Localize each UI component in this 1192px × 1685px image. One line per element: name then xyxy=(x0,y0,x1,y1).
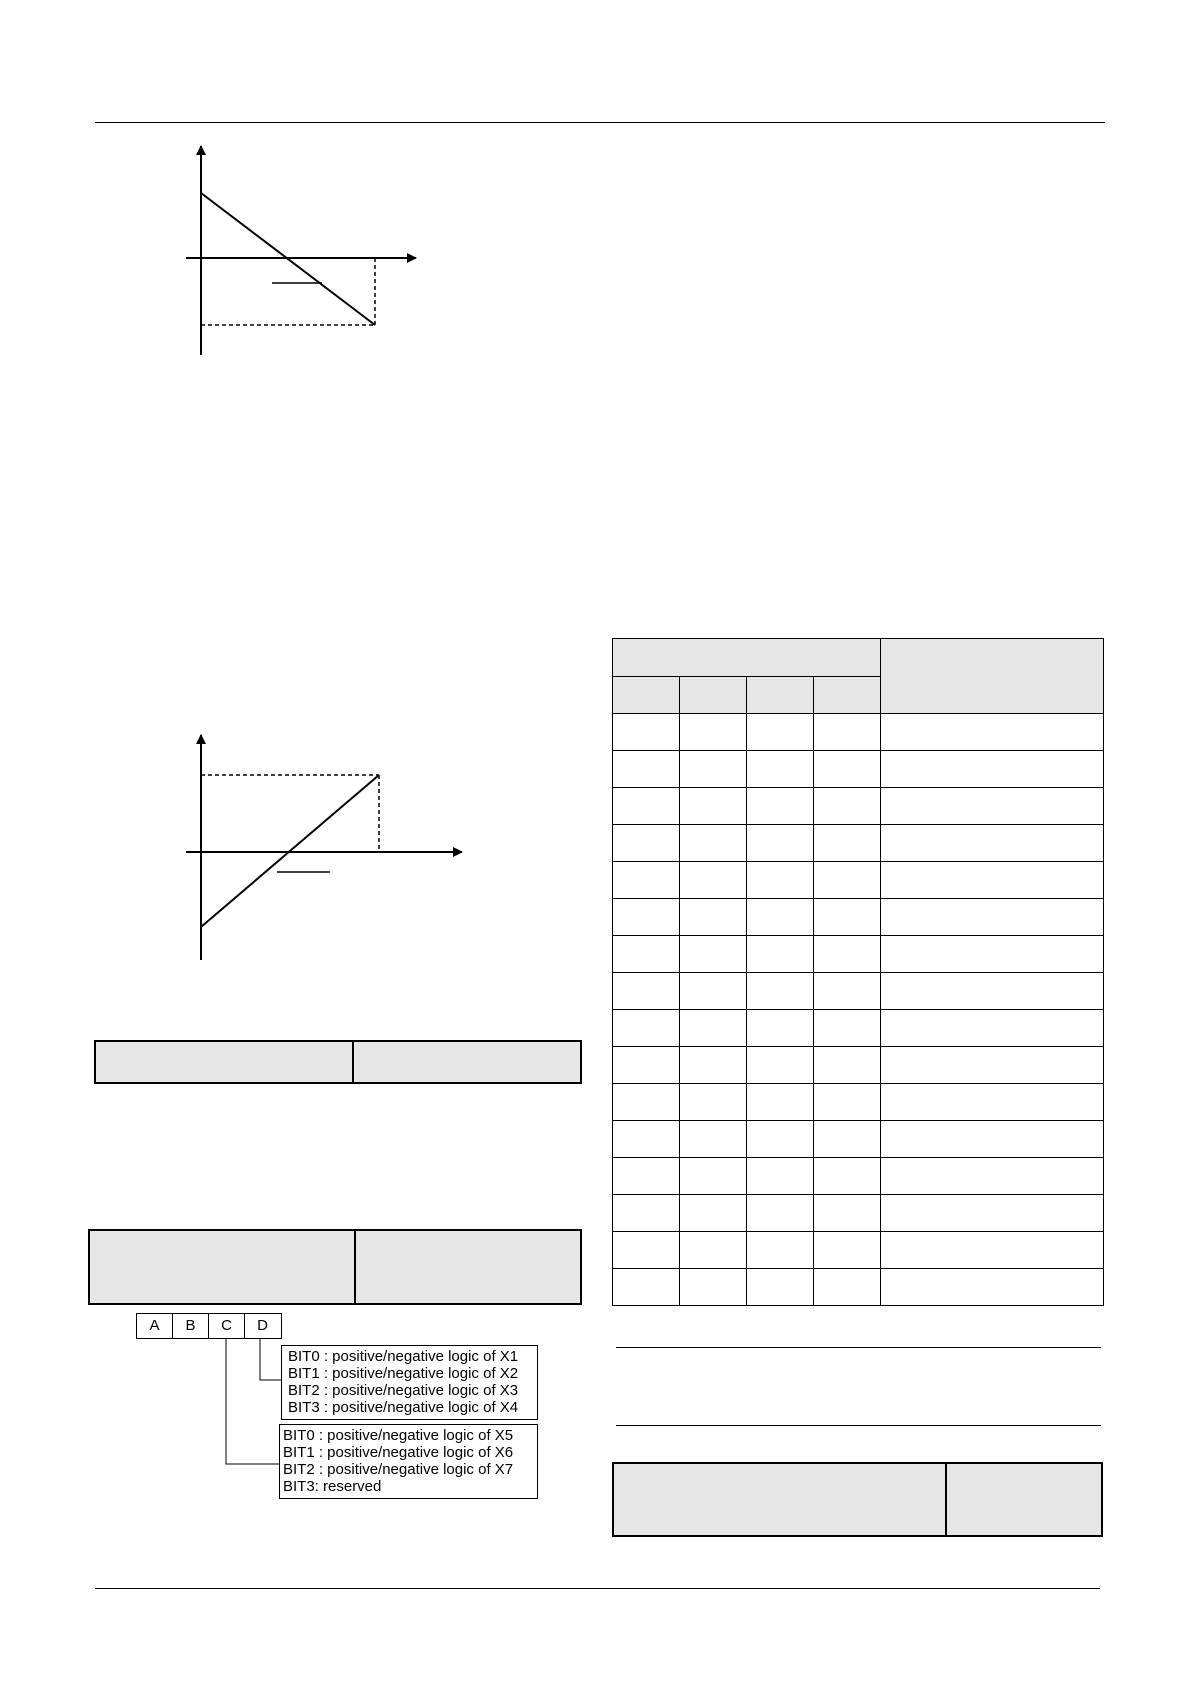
table-cell xyxy=(881,1047,1104,1084)
table-row xyxy=(613,1084,1104,1121)
table-cell xyxy=(814,936,881,973)
table-cell xyxy=(881,1010,1104,1047)
table-row xyxy=(613,1047,1104,1084)
table-cell xyxy=(814,751,881,788)
table-cell xyxy=(613,862,680,899)
table-row xyxy=(613,973,1104,1010)
table-cell xyxy=(613,973,680,1010)
table-cell xyxy=(680,973,747,1010)
table-cell xyxy=(881,1121,1104,1158)
table-row xyxy=(613,1232,1104,1269)
table-row xyxy=(613,788,1104,825)
table-cell xyxy=(814,899,881,936)
table-cell xyxy=(881,973,1104,1010)
table-subheader xyxy=(680,676,747,714)
table-cell xyxy=(814,825,881,862)
bit-c-line-3: BIT3: reserved xyxy=(283,1478,382,1495)
bit-group-c-box xyxy=(279,1424,538,1499)
table-cell xyxy=(881,1269,1104,1306)
table-cell xyxy=(613,1084,680,1121)
table-cell xyxy=(680,714,747,751)
table-cell xyxy=(747,825,814,862)
table-cell xyxy=(680,936,747,973)
table-cell xyxy=(747,1047,814,1084)
parameter-header-box-3 xyxy=(612,1462,1103,1537)
table-cell xyxy=(680,862,747,899)
table-cell xyxy=(613,899,680,936)
table-cell xyxy=(613,1047,680,1084)
letter-a: A xyxy=(137,1314,173,1338)
letter-b: B xyxy=(173,1314,209,1338)
table-row xyxy=(613,862,1104,899)
table-cell xyxy=(881,862,1104,899)
table-cell xyxy=(613,751,680,788)
table-cell xyxy=(814,1010,881,1047)
bit-d-line-3: BIT3 : positive/negative logic of X4 xyxy=(288,1399,519,1416)
table-cell xyxy=(814,1232,881,1269)
bit-d-line-0: BIT0 : positive/negative logic of X1 xyxy=(288,1348,519,1365)
table-cell xyxy=(747,899,814,936)
bit-d-line-1: BIT1 : positive/negative logic of X2 xyxy=(288,1365,519,1382)
table-cell xyxy=(680,1047,747,1084)
table-cell xyxy=(881,825,1104,862)
note-rule-top xyxy=(616,1347,1101,1348)
table-cell xyxy=(680,1010,747,1047)
table-cell xyxy=(613,1195,680,1232)
table-cell xyxy=(881,899,1104,936)
table-row xyxy=(613,714,1104,751)
table-header-result xyxy=(881,639,1104,714)
table-cell xyxy=(613,788,680,825)
bit-c-line-0: BIT0 : positive/negative logic of X5 xyxy=(283,1427,514,1444)
table-cell xyxy=(613,1158,680,1195)
table-cell xyxy=(814,1084,881,1121)
table-cell xyxy=(881,936,1104,973)
note-rule-bottom xyxy=(616,1425,1101,1426)
table-cell xyxy=(881,751,1104,788)
table-cell xyxy=(747,1084,814,1121)
table-cell xyxy=(814,973,881,1010)
table-cell xyxy=(680,1195,747,1232)
bit-c-line-2: BIT2 : positive/negative logic of X7 xyxy=(283,1461,514,1478)
table-cell xyxy=(747,714,814,751)
table-body xyxy=(613,714,1104,1306)
table-cell xyxy=(613,1010,680,1047)
table-cell xyxy=(747,751,814,788)
table-cell xyxy=(881,714,1104,751)
table-cell xyxy=(881,1084,1104,1121)
letter-c: C xyxy=(209,1314,245,1338)
table-cell xyxy=(680,751,747,788)
table-cell xyxy=(814,1195,881,1232)
table-cell xyxy=(814,1158,881,1195)
table-cell xyxy=(680,1269,747,1306)
table-cell xyxy=(747,1232,814,1269)
table-row xyxy=(613,899,1104,936)
table-cell xyxy=(747,936,814,973)
table-cell xyxy=(747,1010,814,1047)
bit-group-d-box xyxy=(281,1345,538,1420)
table-cell xyxy=(881,1232,1104,1269)
footer-rule xyxy=(95,1588,1100,1589)
table-cell xyxy=(881,1195,1104,1232)
table-cell xyxy=(747,1121,814,1158)
table-row xyxy=(613,1010,1104,1047)
table-row xyxy=(613,1158,1104,1195)
table-cell xyxy=(680,1232,747,1269)
table-cell xyxy=(747,1195,814,1232)
table-cell xyxy=(613,1232,680,1269)
table-row xyxy=(613,936,1104,973)
table-cell xyxy=(814,1121,881,1158)
table-header-group xyxy=(613,639,881,677)
table-row xyxy=(613,1121,1104,1158)
table-cell xyxy=(747,973,814,1010)
table-row xyxy=(613,825,1104,862)
table-cell xyxy=(814,714,881,751)
table-subheader xyxy=(814,676,881,714)
table-cell xyxy=(814,1269,881,1306)
table-cell xyxy=(680,825,747,862)
table-cell xyxy=(747,862,814,899)
table-cell xyxy=(747,1158,814,1195)
table-cell xyxy=(814,1047,881,1084)
table-row xyxy=(613,1269,1104,1306)
table-row xyxy=(613,751,1104,788)
table-cell xyxy=(680,1158,747,1195)
bit-d-line-2: BIT2 : positive/negative logic of X3 xyxy=(288,1382,519,1399)
table-cell xyxy=(881,788,1104,825)
table-cell xyxy=(680,899,747,936)
letter-d: D xyxy=(257,1317,268,1334)
table-cell xyxy=(613,936,680,973)
table-cell xyxy=(680,1084,747,1121)
table-cell xyxy=(747,788,814,825)
table-cell xyxy=(747,1269,814,1306)
table-cell xyxy=(613,1269,680,1306)
table-cell xyxy=(814,862,881,899)
bit-c-line-1: BIT1 : positive/negative logic of X6 xyxy=(283,1444,514,1461)
table-cell xyxy=(680,1121,747,1158)
table-cell xyxy=(680,788,747,825)
table-cell xyxy=(881,1158,1104,1195)
logic-table xyxy=(612,638,1104,1306)
table-row xyxy=(613,1195,1104,1232)
table-cell xyxy=(613,714,680,751)
table-cell xyxy=(613,1121,680,1158)
table-cell xyxy=(814,788,881,825)
table-subheader xyxy=(613,676,680,714)
table-subheader xyxy=(747,676,814,714)
table-cell xyxy=(613,825,680,862)
